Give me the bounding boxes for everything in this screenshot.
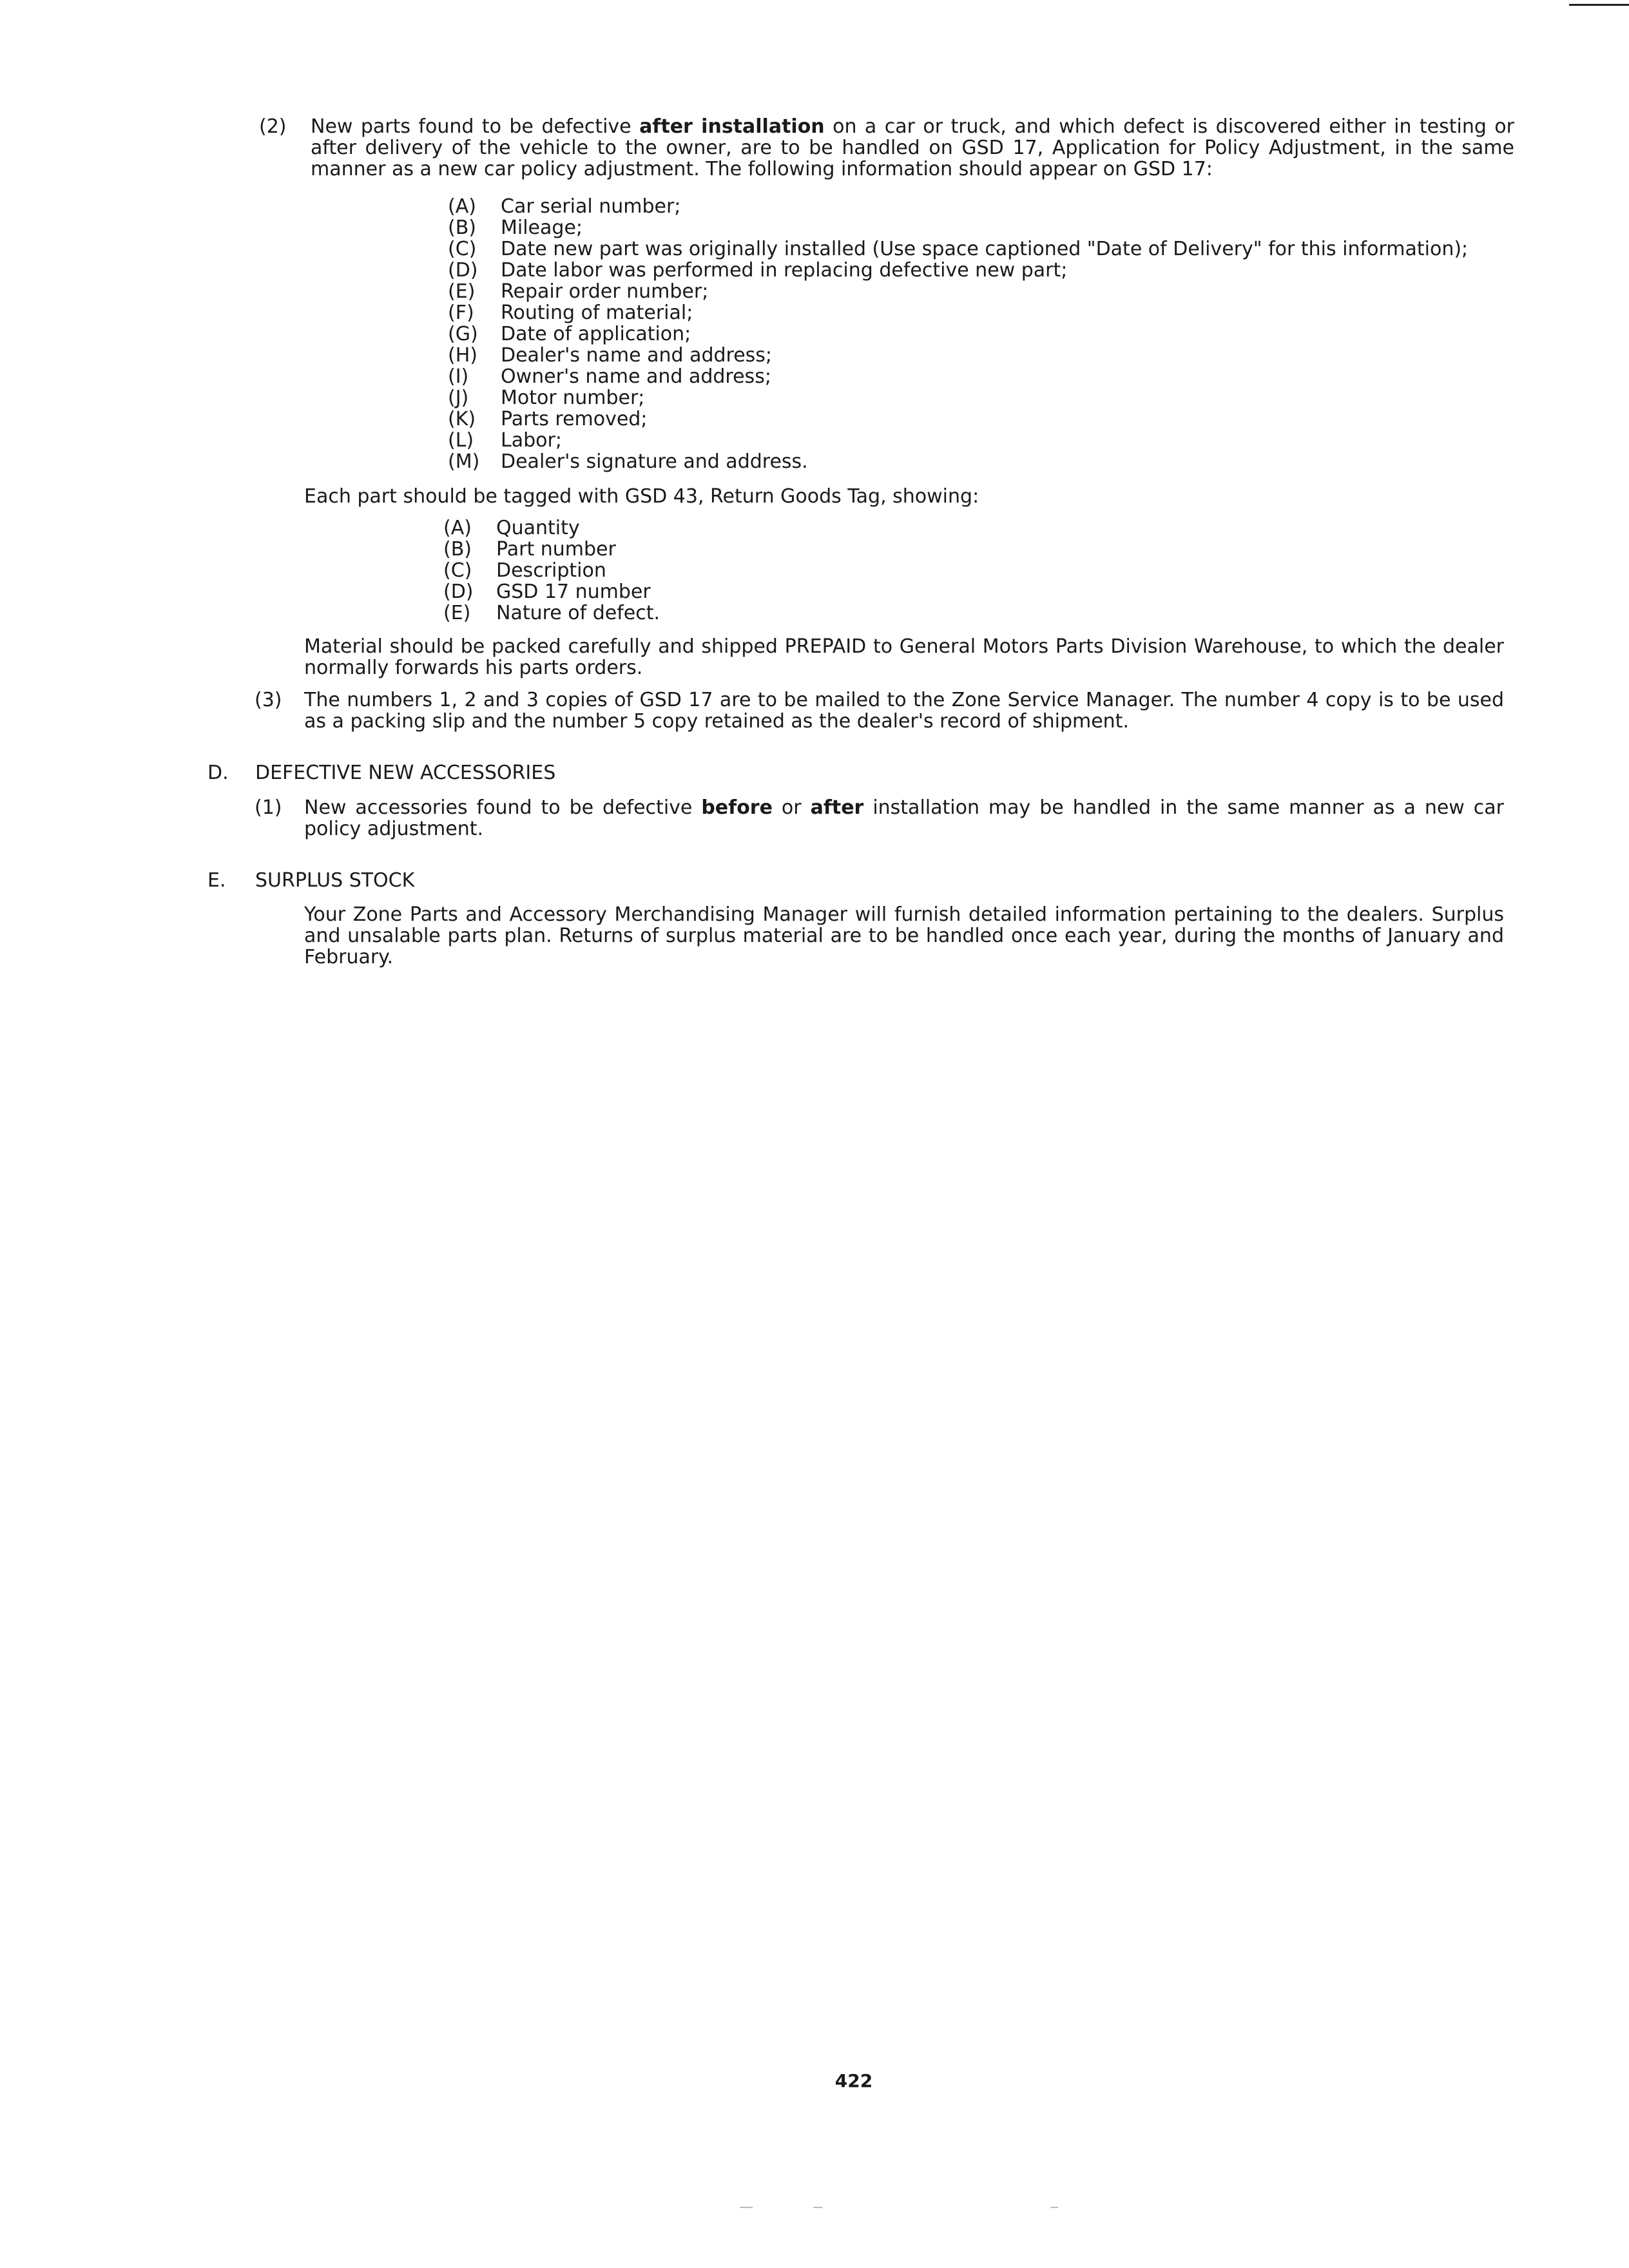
item-2-number: (2): [259, 115, 287, 138]
item-2-bold: after installation: [639, 115, 825, 138]
section-d-title: DEFECTIVE NEW ACCESSORIES: [255, 762, 556, 784]
section-d-letter: D.: [207, 762, 229, 784]
item-d1-number: (1): [255, 796, 282, 819]
item-3-paragraph: The numbers 1, 2 and 3 copies of GSD 17 are to be mailed to the Zone Service Manager. The number 4 copy is to be used as a packing slip and the number 5 copy retained as the dealer's record of shipment.: [304, 689, 1504, 733]
item-2-text-post: on a car or truck, and which defect is discovered either in testing or after delivery of the vehicle to the owner, are to be handled on GSD 17, Application for Policy Adjustment, in the same manner as a new car policy adjustment. The following information should appear on GSD 17:: [311, 115, 1514, 180]
item-3-number: (3): [255, 689, 282, 711]
tag-intro: Each part should be tagged with GSD 43, Return Goods Tag, showing:: [304, 485, 979, 508]
section-e-letter: E.: [207, 869, 226, 892]
item-2-text-pre: New parts found to be defective: [311, 115, 640, 138]
item-2-paragraph: [311, 116, 1514, 180]
page-number: 422: [834, 2070, 873, 2091]
before-bold: before: [701, 796, 773, 819]
after-bold: after: [810, 796, 864, 819]
section-e-paragraph: Your Zone Parts and Accessory Merchandising Manager will furnish detailed information pertaining to the dealers. Surplus and unsalable parts plan. Returns of surplus material are to be handled once each year, during the months of January and February.: [304, 903, 1504, 968]
section-e-title: SURPLUS STOCK: [255, 869, 415, 892]
item-d1-paragraph: New accessories found to be defective before or after installation may be handled in the same manner as a new car policy adjustment.: [304, 796, 1505, 840]
corner-rule: [1569, 4, 1629, 6]
material-paragraph: Material should be packed carefully and shipped PREPAID to General Motors Parts Division Warehouse, to which the dealer normally forwards his parts orders.: [304, 635, 1504, 679]
